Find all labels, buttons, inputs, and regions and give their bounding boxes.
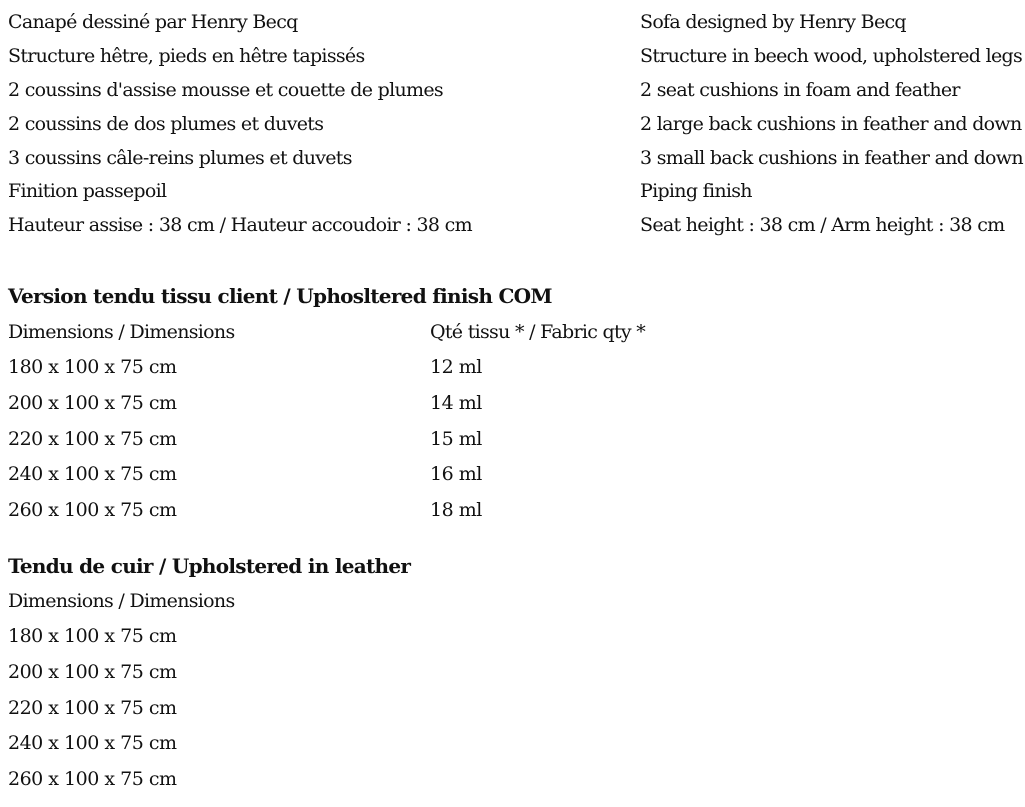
leather-row-dimension: 260 x 100 x 75 cm	[8, 768, 177, 790]
description-fr-line: Structure hêtre, pieds en hêtre tapissés	[8, 45, 365, 67]
fabric-section-title: Version tendu tissu client / Uphosltered finish COM	[8, 284, 552, 308]
description-en-line: 2 seat cushions in foam and feather	[640, 79, 960, 101]
description-fr-line: Finition passepoil	[8, 180, 167, 202]
description-en-line: Piping finish	[640, 180, 752, 202]
description-fr-line: Hauteur assise : 38 cm / Hauteur accoudoir : 38 cm	[8, 214, 472, 236]
fabric-row-qty: 12 ml	[430, 356, 482, 378]
leather-row-dimension: 240 x 100 x 75 cm	[8, 732, 177, 754]
fabric-row-dimension: 200 x 100 x 75 cm	[8, 392, 177, 414]
fabric-row-qty: 15 ml	[430, 428, 482, 450]
fabric-header-qty: Qté tissu * / Fabric qty *	[430, 321, 646, 343]
description-fr-line: Canapé dessiné par Henry Becq	[8, 11, 298, 33]
leather-section-title: Tendu de cuir / Upholstered in leather	[8, 554, 411, 578]
description-en-line: 3 small back cushions in feather and down	[640, 147, 1023, 169]
description-fr-line: 2 coussins de dos plumes et duvets	[8, 113, 324, 135]
fabric-row-qty: 14 ml	[430, 392, 482, 414]
fabric-row-dimension: 220 x 100 x 75 cm	[8, 428, 177, 450]
fabric-row-dimension: 260 x 100 x 75 cm	[8, 499, 177, 521]
leather-header-dimensions: Dimensions / Dimensions	[8, 590, 235, 612]
description-en-line: 2 large back cushions in feather and down	[640, 113, 1022, 135]
description-en-line: Seat height : 38 cm / Arm height : 38 cm	[640, 214, 1005, 236]
description-en-line: Sofa designed by Henry Becq	[640, 11, 906, 33]
fabric-row-qty: 18 ml	[430, 499, 482, 521]
leather-row-dimension: 200 x 100 x 75 cm	[8, 661, 177, 683]
description-fr-line: 3 coussins câle-reins plumes et duvets	[8, 147, 352, 169]
leather-row-dimension: 180 x 100 x 75 cm	[8, 625, 177, 647]
leather-row-dimension: 220 x 100 x 75 cm	[8, 697, 177, 719]
fabric-header-dimensions: Dimensions / Dimensions	[8, 321, 235, 343]
description-fr-line: 2 coussins d'assise mousse et couette de plumes	[8, 79, 443, 101]
fabric-row-dimension: 180 x 100 x 75 cm	[8, 356, 177, 378]
fabric-row-qty: 16 ml	[430, 463, 482, 485]
description-en-line: Structure in beech wood, upholstered legs	[640, 45, 1022, 67]
fabric-row-dimension: 240 x 100 x 75 cm	[8, 463, 177, 485]
